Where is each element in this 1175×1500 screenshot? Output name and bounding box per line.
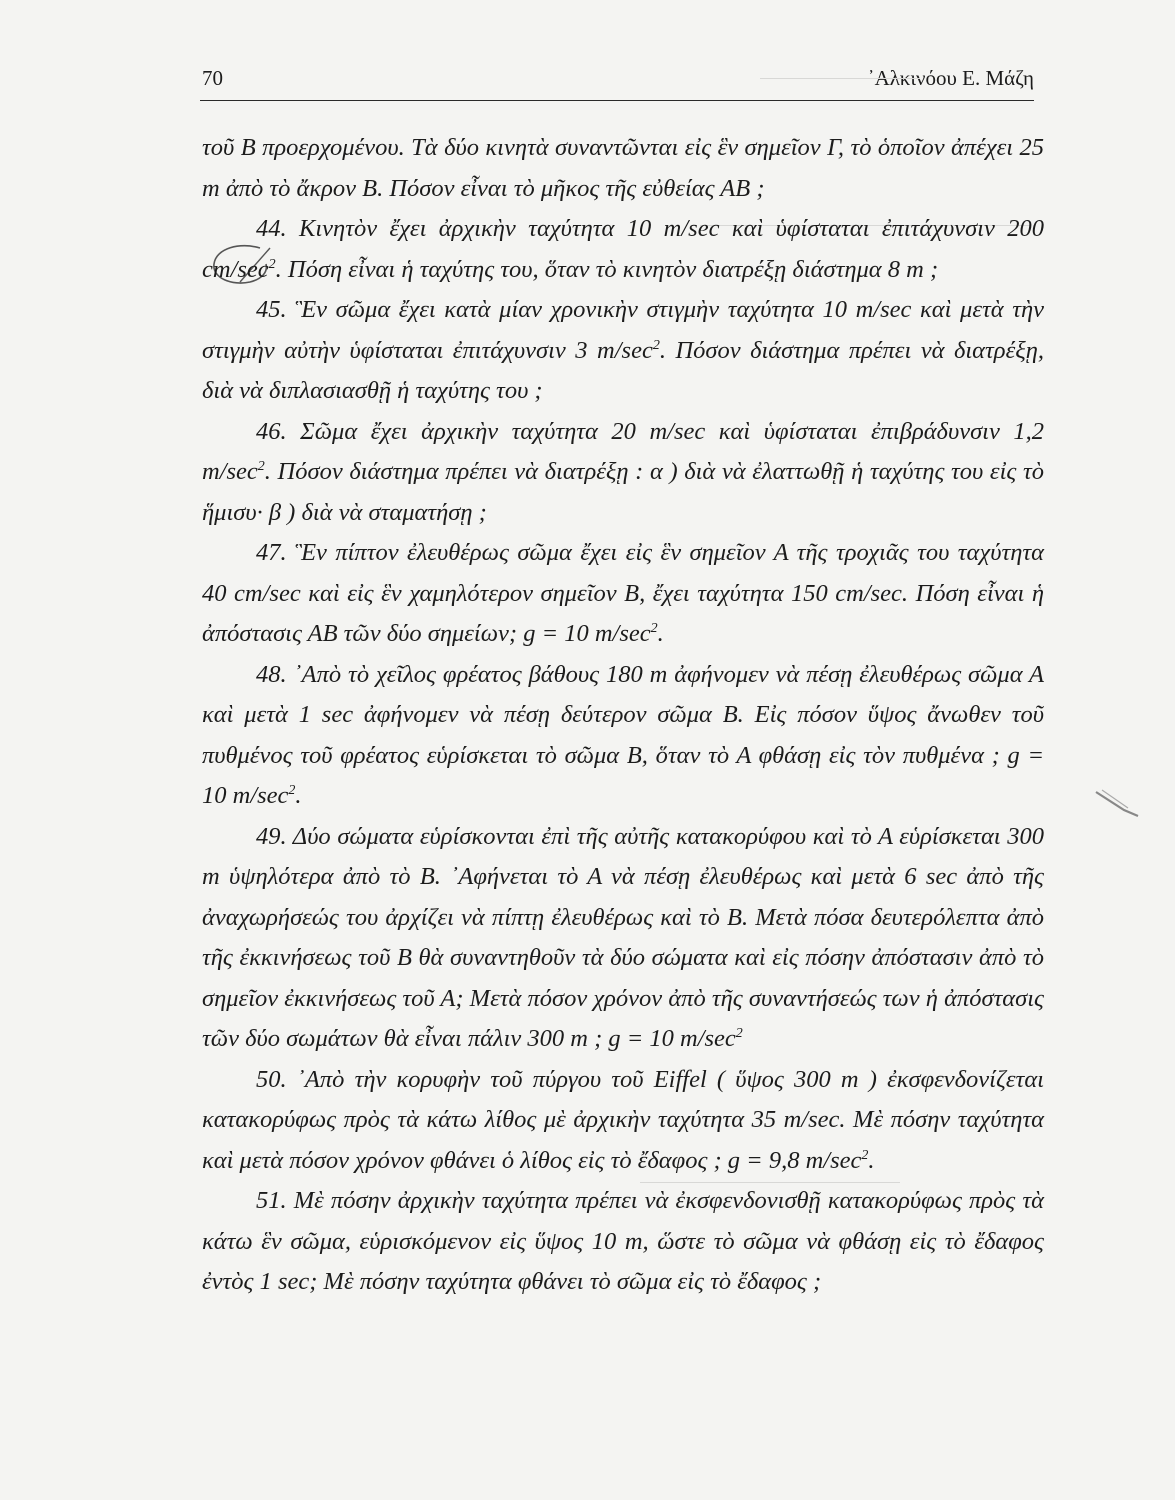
text-segment: Μὲ πόσην ἀρχικὴν ταχύτητα πρέπει νὰ ἐκσφενδονισθῇ κατακορύφως πρὸς τὰ κάτω ἓν σῶμα, εὑρισκόμενον εἰς ὕψος 10 m, ὥστε τὸ σῶμα νὰ φθάσῃ εἰς τὸ ἔδαφος ἐντὸς 1 sec; Μὲ πόσην ταχύτητα φθάνει τὸ σῶμα εἰς τὸ ἔδαφος ; — [202, 1187, 1044, 1295]
problem-46 — [202, 412, 1044, 534]
text-segment: . — [657, 620, 664, 647]
superscript-exponent: 2 — [650, 620, 658, 636]
text-segment: Κινητὸν ἔχει ἀρχικὴν ταχύτητα 10 m/sec καὶ ὑφίσταται ἐπιτάχυνσιν 200 cm/sec — [202, 215, 1044, 283]
problem-47 — [202, 533, 1044, 655]
header-rule — [200, 100, 1034, 101]
paragraph-continuation — [202, 128, 1044, 209]
problem-number: 48. — [256, 660, 287, 688]
problem-number: 49. — [256, 822, 287, 850]
page-header — [202, 66, 1034, 100]
running-head: ᾿Αλκινόου Ε. Μάζη — [867, 66, 1034, 90]
text-segment: . Πόσον διάστημα πρέπει νὰ διατρέξῃ, διὰ νὰ διπλασιασθῇ ἡ ταχύτης του ; — [202, 336, 1044, 404]
superscript-exponent: 2 — [268, 256, 276, 272]
text-segment: . Πόσον διάστημα πρέπει νὰ διατρέξῃ : α ) διὰ νὰ ἐλαττωθῇ ἡ ταχύτης του εἰς τὸ ἥμισυ· β ) διὰ νὰ σταματήσῃ ; — [202, 458, 1044, 526]
problem-51 — [202, 1181, 1044, 1303]
text-segment: τοῦ Β προερχομένου. Τὰ δύο κινητὰ συναντῶνται εἰς ἓν σημεῖον Γ, τὸ ὁποῖον ἀπέχει 25 m ἀπὸ τὸ ἄκρον Β. Πόσον εἶναι τὸ μῆκος τῆς εὐθείας ΑΒ ; — [202, 134, 1044, 202]
superscript-exponent: 2 — [288, 782, 296, 798]
superscript-exponent: 2 — [257, 458, 265, 474]
page-number: 70 — [202, 66, 223, 90]
text-segment: Σῶμα ἔχει ἀρχικὴν ταχύτητα 20 m/sec καὶ ὑφίσταται ἐπιβράδυνσιν 1,2 m/sec — [202, 417, 1044, 485]
problem-50 — [202, 1060, 1044, 1182]
text-segment: Ἓν σῶμα ἔχει κατὰ μίαν χρονικὴν στιγμὴν ταχύτητα 10 m/sec καὶ μετὰ τὴν στιγμὴν αὐτὴν ὑφίσταται ἐπιτάχυνσιν 3 m/sec — [202, 296, 1044, 364]
problem-45 — [202, 290, 1044, 412]
problem-number: 51. — [256, 1187, 287, 1214]
problem-48 — [202, 655, 1044, 817]
text-segment: ᾿Απὸ τὴν κορυφὴν τοῦ πύργου τοῦ Eiffel ( ὕψος 300 m ) ἐκσφενδονίζεται κατακορύφως πρὸς τὰ κάτω λίθος μὲ ἀρχικὴν ταχύτητα 35 m/sec. Μὲ πόσην ταχύτητα καὶ μετὰ πόσον χρόνον φθάνει ὁ λίθος εἰς τὸ ἔδαφος ; g = 9,8 m/sec — [202, 1065, 1044, 1174]
stray-pencil-mark — [1094, 788, 1142, 818]
text-segment: ᾿Απὸ τὸ χεῖλος φρέατος βάθους 180 m ἀφήνομεν νὰ πέσῃ ἐλευθέρως σῶμα Α καὶ μετὰ 1 sec ἀφήνομεν νὰ πέσῃ δεύτερον σῶμα Β. Εἰς πόσον ὕψος ἄνωθεν τοῦ πυθμένος τοῦ φρέατος εὑρίσκεται τὸ σῶμα Β, ὅταν τὸ Α φθάσῃ εἰς τὸν πυθμένα ; g = 10 m/sec — [202, 660, 1044, 809]
problem-44 — [202, 209, 1044, 290]
problem-number: 45. — [256, 296, 287, 323]
text-segment: . — [295, 782, 302, 809]
problem-number: 46. — [256, 417, 287, 445]
problem-number: 44. — [256, 215, 287, 242]
text-segment: Δύο σώματα εὑρίσκονται ἐπὶ τῆς αὐτῆς κατακορύφου καὶ τὸ Α εὑρίσκεται 300 m ὑψηλότερα ἀπὸ τὸ Β. ᾿Αφήνεται τὸ Α νὰ πέσῃ ἐλευθέρως καὶ μετὰ 6 sec ἀπὸ τῆς ἀναχωρήσεώς του ἀρχίζει νὰ πίπτῃ ἐλευθέρως καὶ τὸ Β. Μετὰ πόσα δευτερόλεπτα ἀπὸ τῆς ἐκκινήσεως τοῦ Β θὰ συναντηθοῦν τὰ δύο σώματα καὶ εἰς πόσην ἀπόστασιν ἀπὸ τὸ σημεῖον ἐκκινήσεως τοῦ Α; Μετὰ πόσον χρόνον ἀπὸ τῆς συναντήσεώς των ἡ ἀπόστασις τῶν δύο σωμάτων θὰ εἶναι πάλιν 300 m ; g = 10 m/sec — [202, 822, 1044, 1052]
superscript-exponent: 2 — [735, 1025, 743, 1041]
text-segment: . Πόση εἶναι ἡ ταχύτης του, ὅταν τὸ κινητὸν διατρέξῃ διάστημα 8 m ; — [275, 255, 939, 283]
text-segment: . — [868, 1146, 875, 1174]
superscript-exponent: 2 — [652, 337, 660, 353]
bleed-through-line — [760, 78, 920, 79]
superscript-exponent: 2 — [861, 1147, 869, 1163]
main-text — [202, 128, 1044, 1303]
problem-49 — [202, 817, 1044, 1060]
text-segment: Ἓν πίπτον ἐλευθέρως σῶμα ἔχει εἰς ἓν σημεῖον Α τῆς τροχιᾶς του ταχύτητα 40 cm/sec καὶ εἰς ἓν χαμηλότερον σημεῖον Β, ἔχει ταχύτητα 150 cm/sec. Πόση εἶναι ἡ ἀπόστασις ΑΒ τῶν δύο σημείων; g = 10 m/sec — [202, 539, 1044, 647]
problem-number: 47. — [256, 539, 287, 566]
problem-number: 50. — [256, 1065, 287, 1093]
